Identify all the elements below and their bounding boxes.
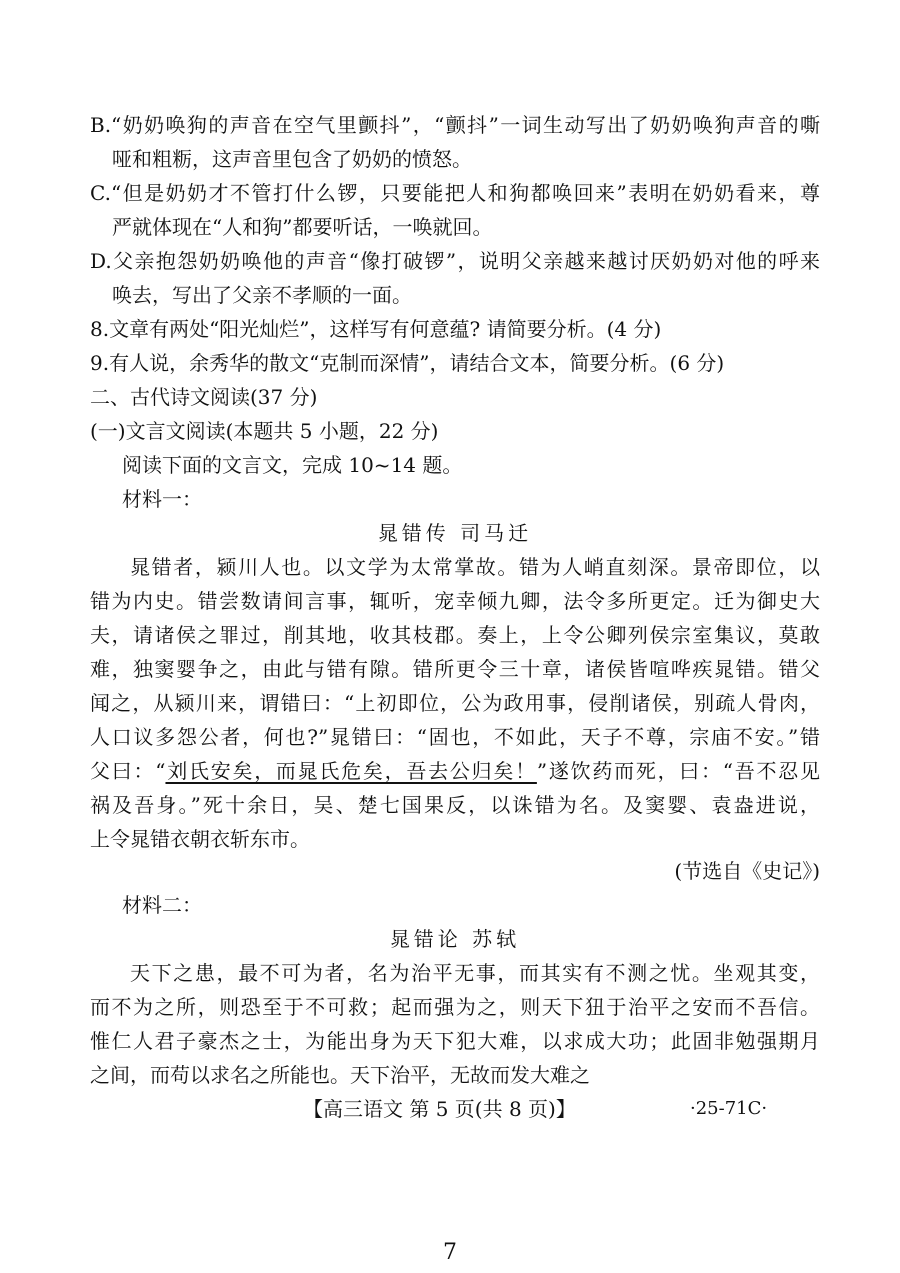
material2-line: 天下之患，最不可为者，名为治平无事，而其实有不测之忧。坐观其变， xyxy=(130,961,820,985)
material1-line-7 xyxy=(90,754,820,788)
material1-line: 难，独窦婴争之，由此与错有隙。错所更令三十章，诸侯皆喧哗疾晁错。错父 xyxy=(90,657,820,681)
material2-title: 晁错论 苏轼 xyxy=(389,927,521,951)
option-b-line2: 哑和粗粝，这声音里包含了奶奶的愤怒。 xyxy=(112,147,472,171)
footer-title: 【高三语文 第 5 页(共 8 页)】 xyxy=(303,1097,576,1121)
reading-instruction: 阅读下面的文言文，完成 10~14 题。 xyxy=(122,453,463,477)
option-c-line1: C.“但是奶奶才不管打什么锣，只要能把人和狗都唤回来”表明在奶奶看来，尊 xyxy=(90,181,820,205)
section-heading: 二、古代诗文阅读(37 分) xyxy=(90,385,318,409)
footer-code: ·25-71C· xyxy=(690,1098,768,1119)
option-b-line1: B.“奶奶唤狗的声音在空气里颤抖”，“颤抖”一词生动写出了奶奶唤狗声音的嘶 xyxy=(90,113,820,137)
question-9: 9.有人说，余秀华的散文“克制而深情”，请结合文本，简要分析。(6 分) xyxy=(90,351,725,375)
material1-line: 闻之，从颍川来，谓错曰：“上初即位，公为政用事，侵削诸侯，别疏人骨肉， xyxy=(90,691,820,715)
option-d-line1: D.父亲抱怨奶奶唤他的声音“像打破锣”，说明父亲越来越讨厌奶奶对他的呼来 xyxy=(90,249,820,273)
material1-line: 错为内史。错尝数请间言事，辄听，宠幸倾九卿，法令多所更定。迁为御史大 xyxy=(90,589,820,613)
page-footer xyxy=(0,1092,900,1126)
material1-line: 上令晁错衣朝衣斩东市。 xyxy=(90,827,310,851)
material1-line: 人口议多怨公者，何也?”晁错曰：“固也，不如此，天子不尊，宗庙不安。”错 xyxy=(90,725,820,749)
sub-section-heading: (一)文言文阅读(本题共 5 小题，22 分) xyxy=(90,419,439,443)
option-d-line2: 唤去，写出了父亲不孝顺的一面。 xyxy=(112,283,412,307)
page-number: 7 xyxy=(443,1240,457,1265)
material1-title: 晁错传 司马迁 xyxy=(377,521,533,545)
material1-line: 祸及吾身。”死十余日，吴、楚七国果反，以诛错为名。及窦婴、袁盎进说， xyxy=(90,793,820,817)
material2-line: 而不为之所，则恐至于不可救；起而强为之，则天下狃于治平之安而不吾信。 xyxy=(90,995,820,1019)
line7-pre: 父曰：“ xyxy=(90,759,166,783)
material2-line: 惟仁人君子豪杰之士，为能出身为天下犯大难，以求成大功；此固非勉强期月 xyxy=(90,1029,820,1053)
line7-post: ”遂饮药而死，曰：“吾不忍见 xyxy=(536,759,821,783)
material2-label: 材料二： xyxy=(122,893,202,917)
material1-source: (节选自《史记》) xyxy=(674,859,820,883)
option-c-line2: 严就体现在“人和狗”都要听话，一唤就回。 xyxy=(112,215,493,239)
question-8: 8.文章有两处“阳光灿烂”，这样写有何意蕴? 请简要分析。(4 分) xyxy=(90,317,662,341)
material2-line: 之间，而苟以求名之所能也。天下治平，无故而发大难之 xyxy=(90,1063,590,1087)
material1-line: 晁错者，颍川人也。以文学为太常掌故。错为人峭直刻深。景帝即位，以 xyxy=(130,555,820,579)
material1-label: 材料一： xyxy=(122,487,202,511)
material1-line: 夫，请诸侯之罪过，削其地，收其枝郡。奏上，上令公卿列侯宗室集议，莫敢 xyxy=(90,623,820,647)
underlined-sentence: 刘氏安矣，而晁氏危矣，吾去公归矣！ xyxy=(165,759,537,783)
